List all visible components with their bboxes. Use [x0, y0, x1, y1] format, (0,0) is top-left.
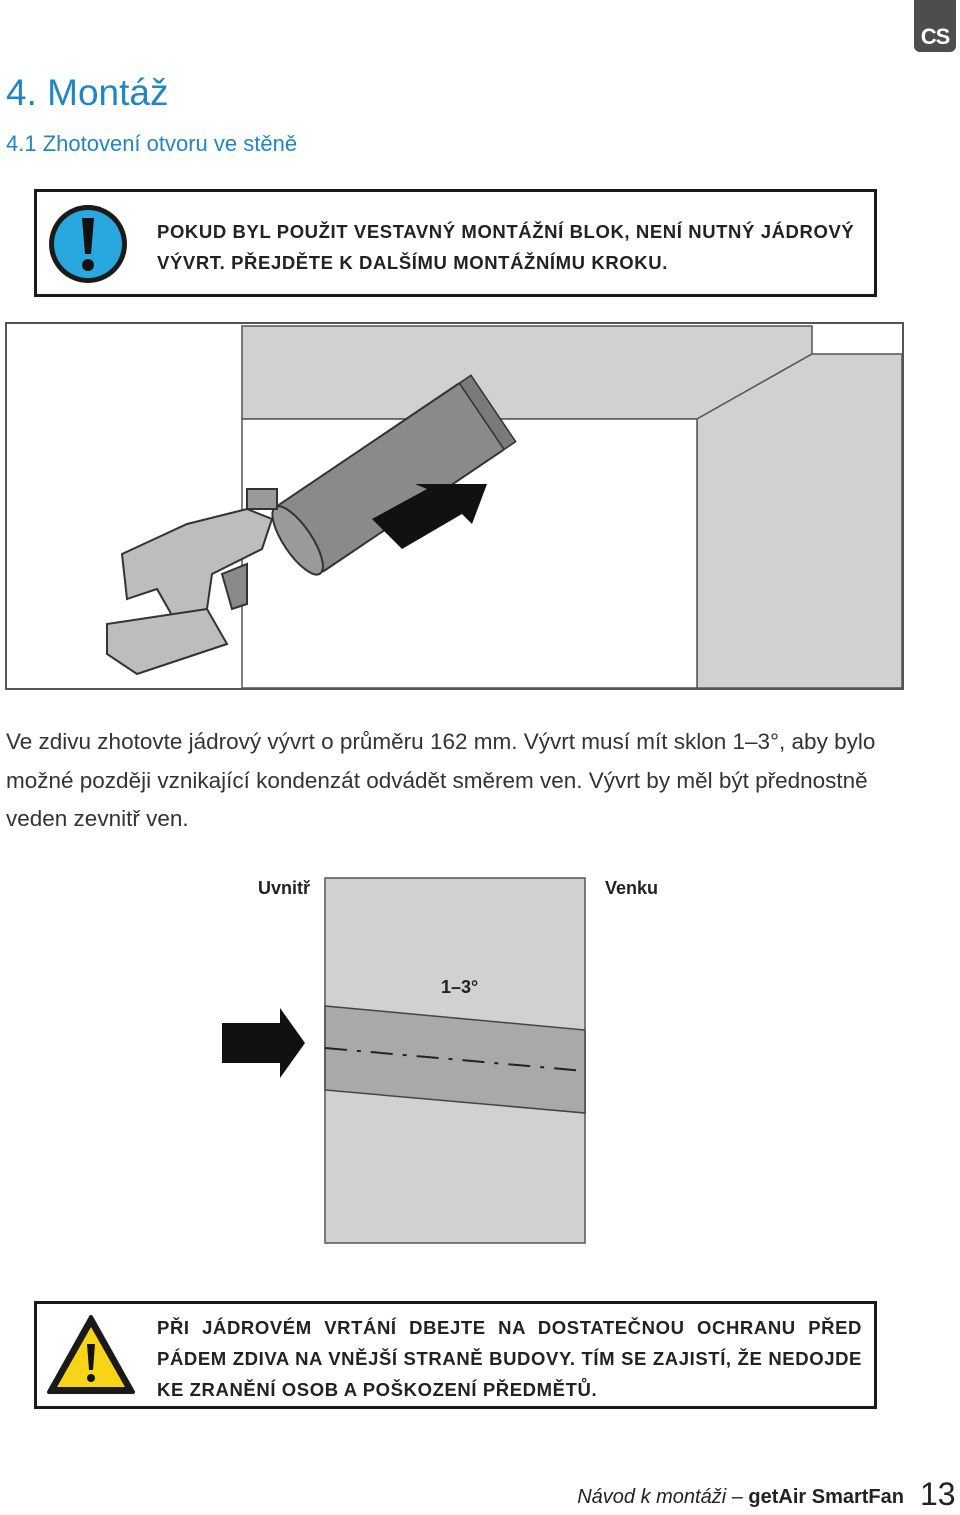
subsection-title: 4.1 Zhotovení otvoru ve stěně: [6, 131, 298, 156]
label-inside: Uvnitř: [258, 878, 311, 898]
exclamation-circle-icon: [46, 202, 130, 286]
footer-product-name: getAir SmartFan: [748, 1486, 904, 1508]
language-badge: CS: [914, 0, 956, 52]
footer: [577, 1486, 904, 1509]
footer-manual-title: Návod k montáži –: [577, 1486, 743, 1508]
info-notice-box: [34, 189, 877, 297]
body-paragraph: Ve zdivu zhotovte jádrový vývrt o průměru 162 mm. Vývrt musí mít sklon 1–3°, aby bylo možné později vznikající kondenzát odvádět směrem ven. Vývrt by měl být přednostně veden zevnitř ven.: [6, 729, 876, 831]
section-title: 4. Montáž: [6, 72, 169, 113]
core-drill-into-wall-icon: [7, 324, 902, 688]
core-drill-illustration: [5, 322, 904, 690]
label-outside: Venku: [605, 878, 659, 898]
warning-notice-box: [34, 1301, 877, 1409]
page-number: 13: [920, 1476, 956, 1512]
label-angle: 1–3°: [441, 977, 479, 997]
warning-triangle-icon: [46, 1314, 136, 1396]
info-notice-text: POKUD BYL POUŽIT VESTAVNÝ MONTÁŽNÍ BLOK, NENÍ NUTNÝ JÁDROVÝ VÝVRT. PŘEJDĚTE K DALŠÍMU MONTÁŽNÍMU KROKU.: [157, 221, 855, 273]
angle-diagram: [210, 868, 630, 1258]
warning-notice-text: PŘI JÁDROVÉM VRTÁNÍ DBEJTE NA DOSTATEČNOU OCHRANU PŘED PÁDEM ZDIVA NA VNĚJŠÍ STRANĚ BUDOVY. TÍM SE ZAJISTÍ, ŽE NEDOJDE KE ZRANĚNÍ OSOB A POŠKOZENÍ PŘEDMĚTŮ.: [157, 1317, 862, 1400]
